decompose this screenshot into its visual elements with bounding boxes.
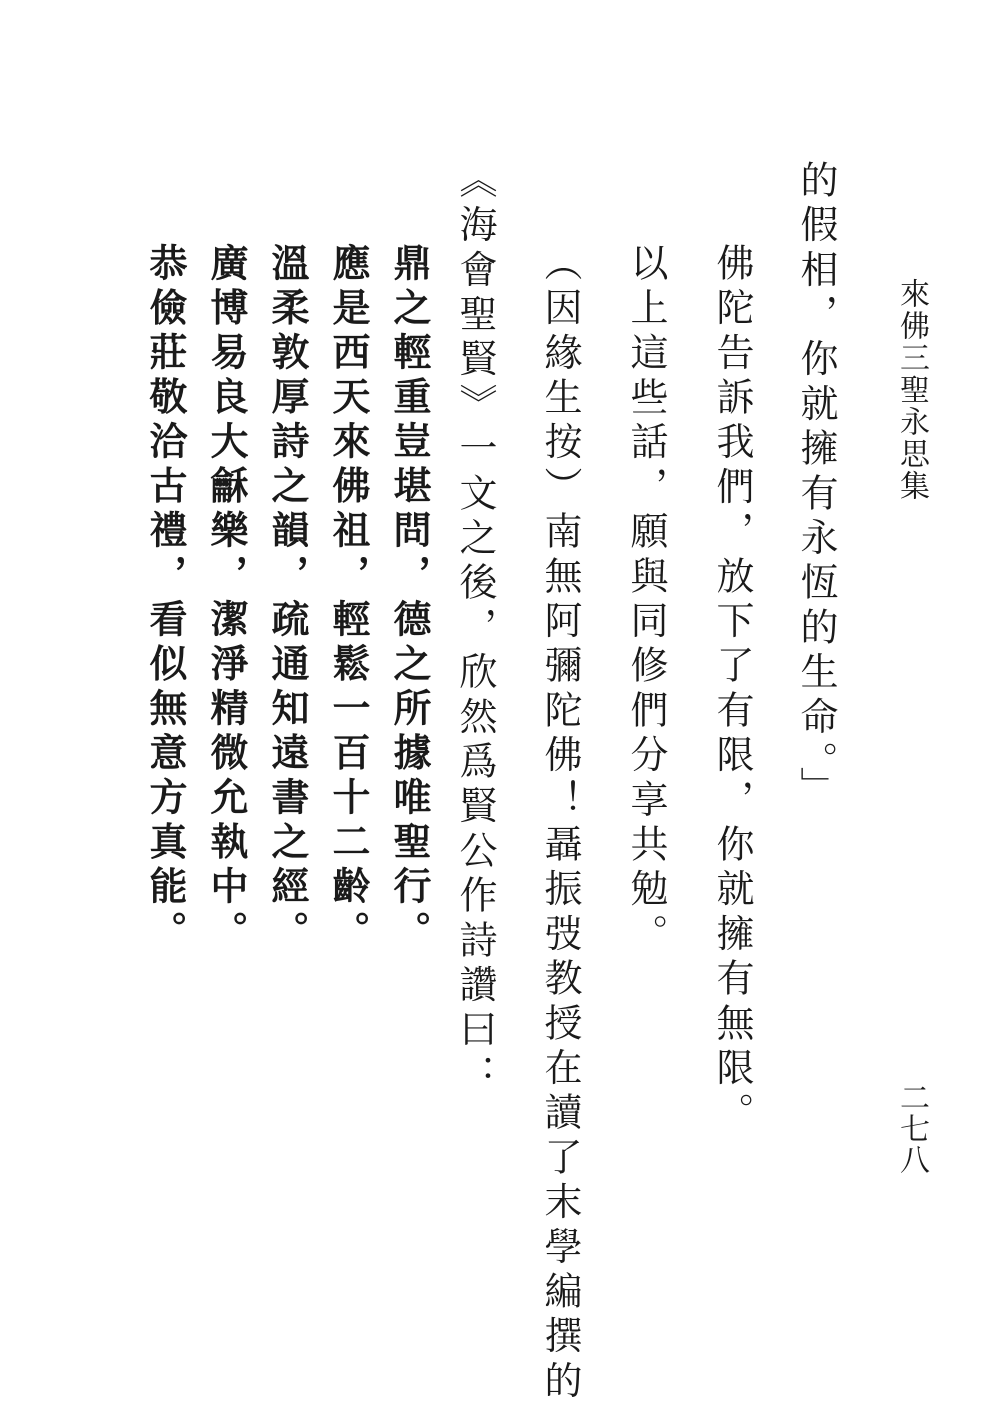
prose-line-4: （因緣生按）南無阿彌陀佛！聶振弢教授在讀了末學編撰的 [538, 243, 582, 1405]
prose-line-1: 的假相，你就擁有永恆的生命。」 [794, 160, 838, 812]
poem-line-5: 恭儉莊敬洽古禮，看似無意方真能。 [143, 243, 188, 955]
running-header: 來佛三聖永思集 [894, 278, 929, 502]
page-number: 二七八 [894, 1082, 929, 1175]
poem-line-1: 鼎之輕重豈堪問，德之所據唯聖行。 [387, 243, 432, 955]
prose-line-2: 佛陀告訴我們，放下了有限，你就擁有無限。 [710, 243, 754, 1137]
poem-line-2: 應是西天來佛祖，輕鬆一百十二齡。 [326, 243, 371, 955]
poem-line-3: 溫柔敦厚詩之韻，疏通知遠書之經。 [265, 243, 310, 955]
prose-line-5: 《海會聖賢》一文之後，欣然爲賢公作詩讚曰： [453, 160, 497, 1099]
prose-line-3: 以上這些話，願與同修們分享共勉。 [624, 243, 668, 959]
poem-line-4: 廣博易良大龢樂，潔淨精微允執中。 [204, 243, 249, 955]
